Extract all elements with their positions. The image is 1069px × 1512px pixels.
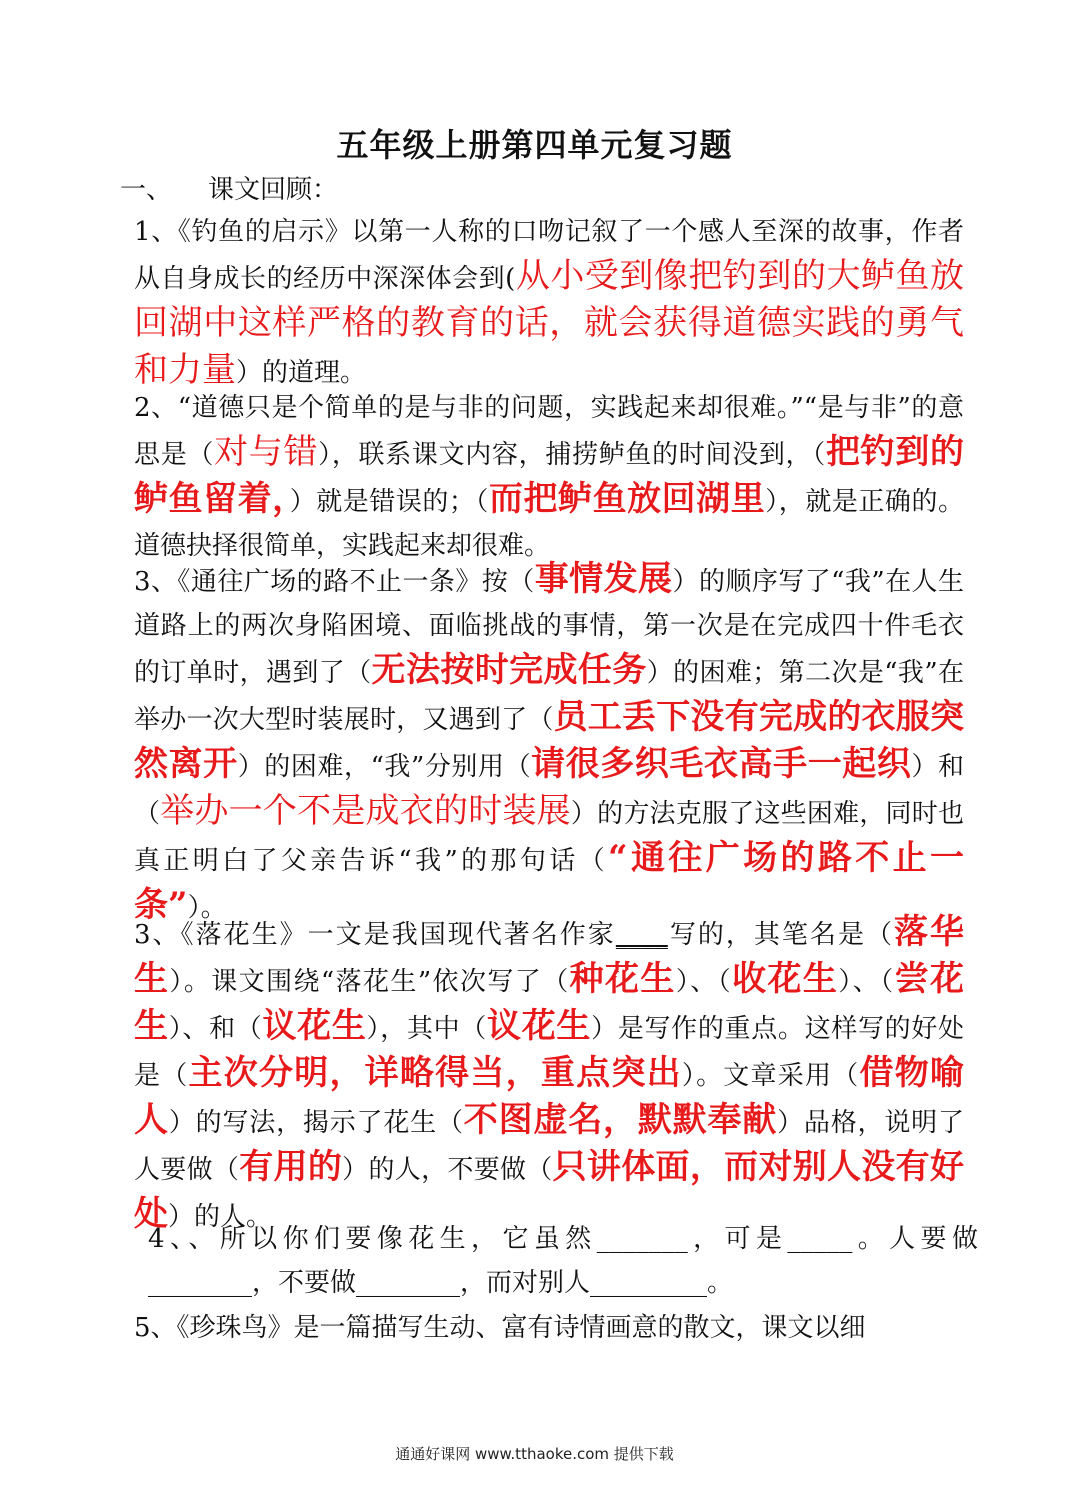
q4-text-5: ，而对别人	[460, 1268, 591, 1298]
q2-text-3: ）就是错误的；（	[289, 487, 489, 517]
question-5	[120, 1306, 964, 1350]
q3b-answer-5: 议花生	[262, 1006, 367, 1046]
q2-answer-3: 而把鲈鱼放回湖里	[488, 479, 766, 519]
q3a-text-1: 3、《通往广场的路不止一条》按（	[134, 567, 535, 597]
q3b-answer-2: 种花生	[569, 959, 676, 999]
q4-blank-4: ________	[356, 1268, 461, 1298]
section-heading	[120, 170, 338, 210]
q4-blank-5: _________	[590, 1268, 708, 1298]
q3b-answer-11: 只讲体面，而对别人没有好处	[134, 1147, 964, 1234]
q4-blank-3: ________	[148, 1268, 252, 1298]
q3b-answer-7: 主次分明，详略得当，重点突出	[188, 1053, 682, 1093]
q3b-blank-1: ____	[615, 920, 668, 950]
q1-suffix: ）的道理。	[236, 358, 367, 388]
q3b-answer-4: 尝花生	[134, 959, 965, 1046]
question-3b	[120, 910, 964, 1239]
q3b-answer-9: 不图虚名，默默奉献	[463, 1100, 778, 1140]
q3b-text-10: ）的写法，揭示了花生（	[168, 1108, 464, 1138]
q3a-text-3: ）的困难；第二次是“我”在举办一次大型时装展时，又遇到了（	[134, 658, 965, 735]
q3b-text-3: ）。课文围绕“落花生”依次写了（	[169, 967, 570, 997]
q3b-answer-1: 落华生	[134, 912, 964, 999]
q3b-answer-8: 借物喻人	[134, 1053, 964, 1140]
q3b-text-2: 写的，其笔名是（	[667, 920, 894, 950]
q3b-text-12: ）的人，不要做（	[342, 1155, 553, 1185]
q3b-text-5: ）、（	[838, 967, 895, 997]
q4-text-3: 。人要做	[852, 1224, 978, 1254]
q3b-text-6: ）、和（	[168, 1014, 263, 1044]
q4-text-1: 4、、所以你们要像花生，它虽然	[148, 1224, 597, 1254]
question-1	[120, 210, 964, 395]
question-2	[120, 386, 964, 568]
q3a-text-2: ）的顺序写了“我”在人生道路上的两次身陷困境、面临挑战的事情，第一次是在完成四十件毛衣的订单时，遇到了（	[134, 567, 965, 688]
q4-text-4: ，不要做	[252, 1268, 357, 1298]
q3a-answer-3: 员工丢下没有完成的衣服突然离开	[134, 697, 964, 784]
q3b-text-8: ）是写作的重点。这样写的好处是（	[134, 1014, 965, 1091]
q1-answer: 从小受到像把钓到的大鲈鱼放回湖中这样严格的教育的话，就会获得道德实践的勇气和力量	[134, 256, 964, 390]
question-4	[120, 1217, 978, 1305]
footer-download-note: 通通好课网 www.tthaoke.com 提供下载	[395, 1445, 674, 1463]
question-3a	[120, 557, 964, 930]
document-title: 五年级上册第四单元复习题	[336, 126, 733, 164]
q3b-text-4: ）、（	[675, 967, 733, 997]
q4-text-2: ，可是	[687, 1224, 788, 1254]
q3a-text-6: ）的方法克服了这些困难，同时也真正明白了父亲告诉“我”的那句话（	[134, 799, 964, 876]
q3a-text-4: ）的困难，“我”分别用（	[237, 752, 532, 782]
q3b-text-13: ）的人。	[168, 1202, 273, 1232]
q3b-text-11: ）品格，说明了人要做（	[134, 1108, 964, 1185]
q5-text: 5、《珍珠鸟》是一篇描写生动、富有诗情画意的散文，课文以细	[134, 1313, 866, 1343]
q3a-answer-5: 举办一个不是成衣的时装展	[160, 791, 571, 831]
q4-text-6: 。	[707, 1268, 734, 1298]
q3a-answer-1: 事情发展	[534, 559, 673, 599]
q2-answer-2: 把钓到的鲈鱼留着，	[134, 432, 965, 519]
q3b-answer-10: 有用的	[239, 1147, 343, 1187]
section-number: 一、	[120, 175, 173, 205]
q3a-text-5: ）和（	[134, 752, 965, 829]
q4-blank-2: _____	[787, 1224, 853, 1254]
q1-prefix: 1、《钓鱼的启示》以第一人称的口吻记叙了一个感人至深的故事，作者从自身成长的经历中深深体会到(	[134, 217, 964, 294]
section-label: 课文回顾：	[208, 175, 339, 205]
q3a-answer-2: 无法按时完成任务	[371, 650, 647, 690]
q3b-answer-3: 收花生	[732, 959, 839, 999]
q3a-answer-6: “通往广场的路不止一条”	[134, 838, 964, 925]
q2-answer-1: 对与错	[214, 432, 319, 472]
q2-text-4: ），就是正确的。道德抉择很简单，实践起来却很难。	[134, 487, 964, 561]
q3b-text-7: ），其中（	[366, 1014, 487, 1044]
q3a-text-7: ）。	[187, 893, 227, 923]
q2-text-2: ），联系课文内容，捕捞鲈鱼的时间没到，（	[318, 440, 826, 470]
q4-blank-1: _______	[596, 1224, 688, 1254]
q2-text-1: 2、“道德只是个简单的是与非的问题，实践起来却很难。”“是与非”的意思是（	[134, 393, 964, 470]
q3b-text-1: 3、《落花生》一文是我国现代著名作家	[134, 920, 616, 950]
q3a-answer-4: 请很多织毛衣高手一起织	[531, 744, 912, 784]
q3b-text-9: ）。文章采用（	[681, 1061, 860, 1091]
q3b-answer-6: 议花生	[487, 1006, 592, 1046]
